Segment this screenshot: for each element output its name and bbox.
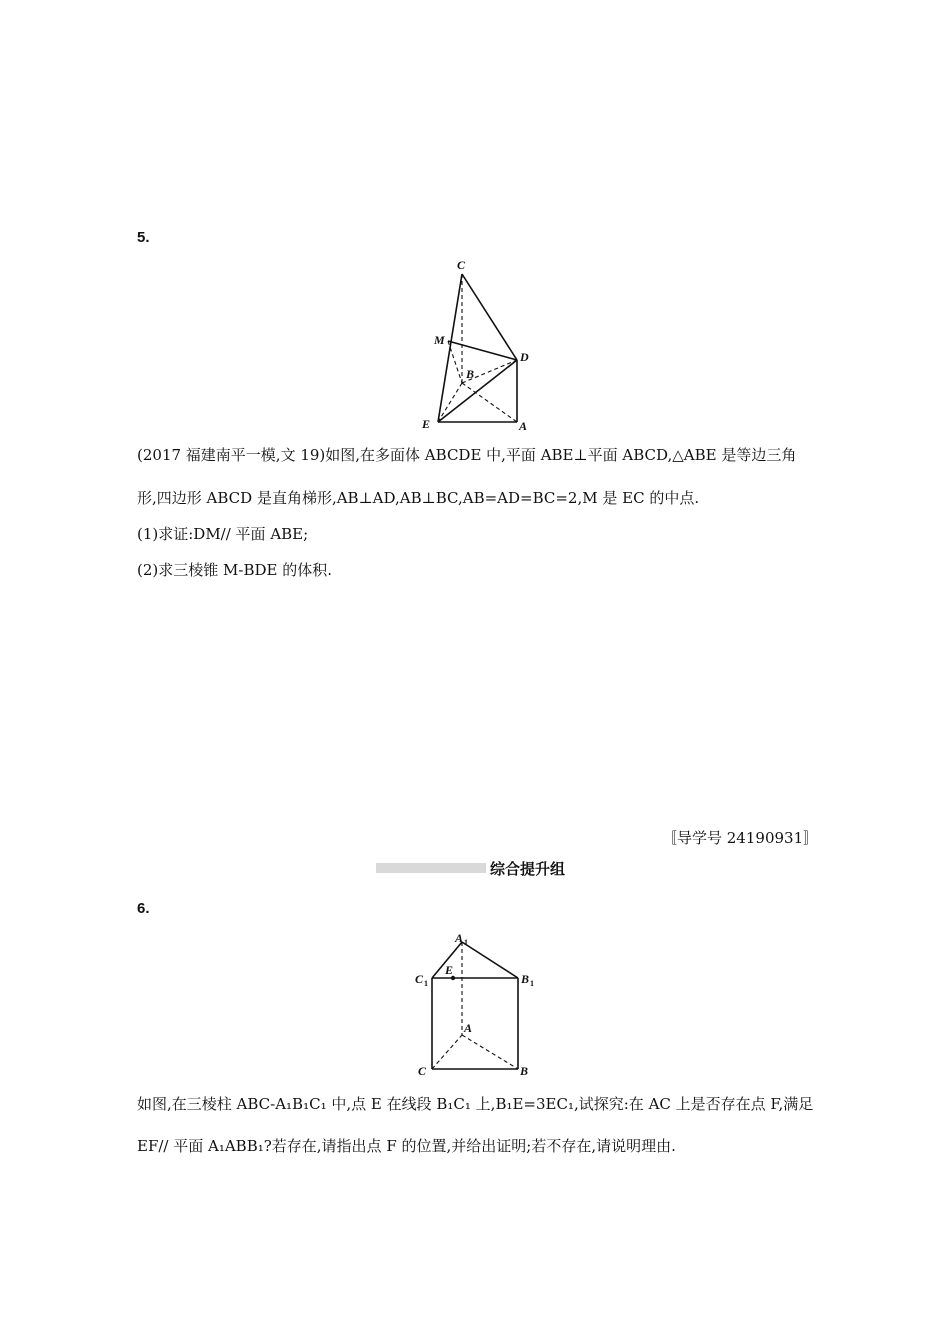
label-D: D (520, 350, 529, 364)
question-5-text-line-2: 形,四边形 ABCD 是直角梯形,AB⊥AD,AB⊥BC,AB=AD=BC=2,M 是 EC 的中点. (137, 489, 700, 507)
label-C: C (418, 1064, 427, 1078)
label-A: A (464, 1021, 473, 1035)
label-B: B (466, 367, 475, 381)
label-A1-subscript: 1 (464, 938, 468, 947)
question-5-part-1: (1)求证:DM// 平面 ABE; (137, 525, 309, 543)
label-C: C (457, 258, 466, 272)
label-B: B (520, 1064, 529, 1078)
label-A1: A (455, 931, 464, 945)
label-E: E (445, 963, 454, 977)
label-B1: B (521, 972, 530, 986)
label-C1-subscript: 1 (424, 979, 428, 988)
question-6-number: 6. (137, 900, 150, 917)
question-5-number: 5. (137, 229, 150, 246)
label-A: A (519, 419, 528, 433)
question-5-figure (410, 250, 550, 440)
label-B1-subscript: 1 (530, 979, 534, 988)
question-5-part-2: (2)求三棱锥 M-BDE 的体积. (137, 561, 332, 579)
guide-number: 〚导学号 24190931〛 (662, 829, 819, 847)
label-M: M (434, 333, 445, 347)
question-5-text-line-1: (2017 福建南平一模,文 19)如图,在多面体 ABCDE 中,平面 ABE⊥平面 ABCD,△ABE 是等边三角 (137, 446, 797, 464)
section-title: 综合提升组 (490, 860, 566, 878)
question-6-text-line-2: EF// 平面 A₁ABB₁?若存在,请指出点 F 的位置,并给出证明;若不存在,请说明理由. (137, 1137, 676, 1155)
section-bar (376, 863, 486, 873)
label-C1: C (415, 972, 424, 986)
label-E: E (422, 417, 431, 431)
question-6-figure (405, 925, 555, 1085)
question-6-text-line-1: 如图,在三棱柱 ABC-A₁B₁C₁ 中,点 E 在线段 B₁C₁ 上,B₁E=3EC₁,试探究:在 AC 上是否存在点 F,满足 (137, 1095, 814, 1113)
